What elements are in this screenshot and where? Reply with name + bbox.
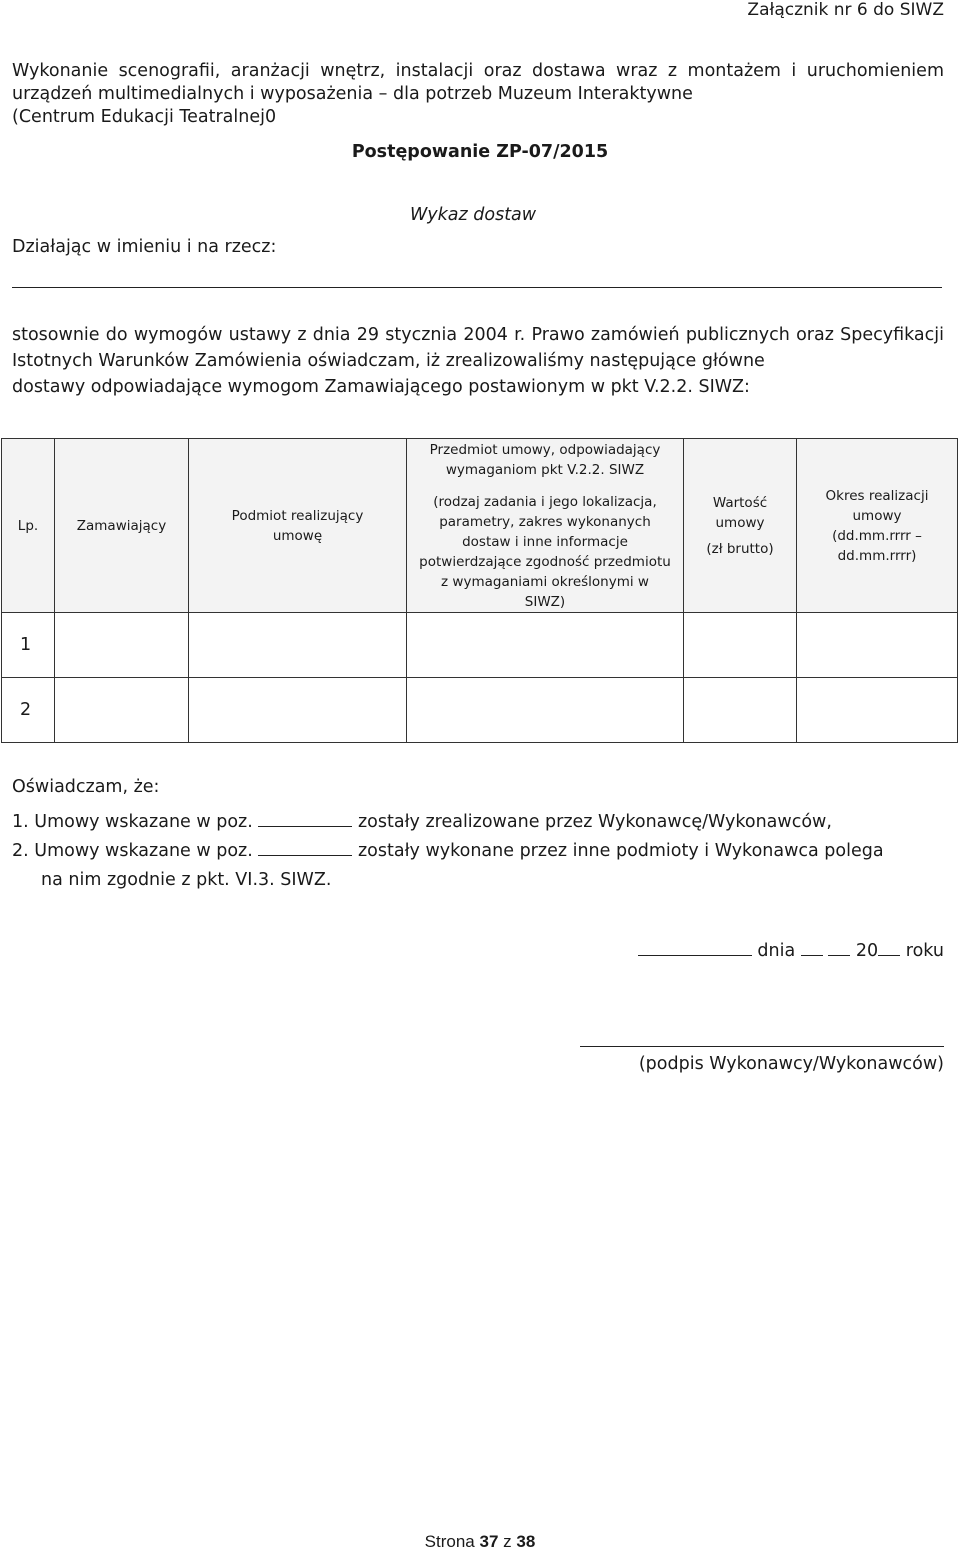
row-period-cell[interactable] [797,613,958,678]
intro-line-2: (Centrum Edukacji Teatralnej0 [12,107,277,127]
place-blank[interactable] [638,939,752,956]
row-lp: 1 [2,613,55,678]
statement-last-line: dostawy odpowiadające wymogom Zamawiającego postawionym w pkt V.2.2. SIWZ: [12,377,750,397]
header-contract-period: Okres realizacji umowy (dd.mm.rrrr – dd.mm.rrrr) [797,439,958,613]
declaration-title: Oświadczam, że: [12,777,160,797]
item-1-positions-blank[interactable] [258,810,352,827]
day-blank[interactable] [801,939,823,956]
row-subject-cell[interactable] [407,613,684,678]
row-ordering-cell[interactable] [55,678,189,743]
year-blank[interactable] [878,939,900,956]
date-line: dnia 20 roku [638,939,944,961]
annex-label: Załącznik nr 6 do SIWZ [747,0,944,20]
item-2-positions-blank[interactable] [258,839,352,856]
row-period-cell[interactable] [797,678,958,743]
row-entity-cell[interactable] [189,613,407,678]
header-ordering-party: Zamawiający [55,439,189,613]
row-ordering-cell[interactable] [55,613,189,678]
row-value-cell[interactable] [684,613,797,678]
header-contract-subject [407,439,684,613]
procedure-number: Postępowanie ZP-07/2015 [351,142,609,162]
contractor-name-line [12,287,942,288]
row-entity-cell[interactable] [189,678,407,743]
current-page: 37 [479,1532,499,1551]
row-lp: 2 [2,678,55,743]
table-header-row [2,439,958,613]
table-row [2,678,958,743]
deliveries-table [1,438,958,743]
signature-line[interactable] [580,1046,944,1047]
declaration-item-1: 1. Umowy wskazane w poz. zostały zrealizowane przez Wykonawcę/Wykonawców, [12,812,832,832]
row-subject-cell[interactable] [407,678,684,743]
total-pages: 38 [516,1532,536,1551]
form-title: Wykaz dostaw [410,205,537,225]
row-value-cell[interactable] [684,678,797,743]
declaration-item-2: 2. Umowy wskazane w poz. zostały wykonane przez inne podmioty i Wykonawca polega na nim zgodnie z pkt. VI.3. SIWZ. [12,841,884,890]
table-row [2,613,958,678]
subject-detail-label: (rodzaj zadania i jego lokalizacja, parametry, zakres wykonanych dostaw i inne informacje potwierdzające zgodność przedmiotu z wymaganiami określonymi w SIWZ) [419,493,671,610]
page-footer: Strona 37 z 38 [424,1532,536,1551]
intro-text [12,60,944,129]
header-lp: Lp. [2,439,55,613]
statement-body: stosownie do wymogów ustawy z dnia 29 stycznia 2004 r. Prawo zamówień publicznych oraz Specyfikacji Istotnych Warunków Zamówienia oświadczam, iż zrealizowaliśmy następujące główne [12,325,944,371]
acting-on-behalf-label: Działając w imieniu i na rzecz: [12,237,277,257]
signature-label: (podpis Wykonawcy/Wykonawców) [638,1054,944,1074]
header-executing-entity: Podmiot realizujący umowę [189,439,407,613]
header-contract-value: Wartość umowy (zł brutto) [684,439,797,613]
statement-text [12,322,944,400]
subject-main-label: Przedmiot umowy, odpowiadający wymaganiom pkt V.2.2. SIWZ [429,441,661,478]
month-blank[interactable] [828,939,850,956]
intro-line-1: Wykonanie scenografii, aranżacji wnętrz, instalacji oraz dostawa wraz z montażem i uruchomieniem urządzeń multimedialnych i wyposażenia – dla potrzeb Muzeum Interaktywne [12,61,944,104]
